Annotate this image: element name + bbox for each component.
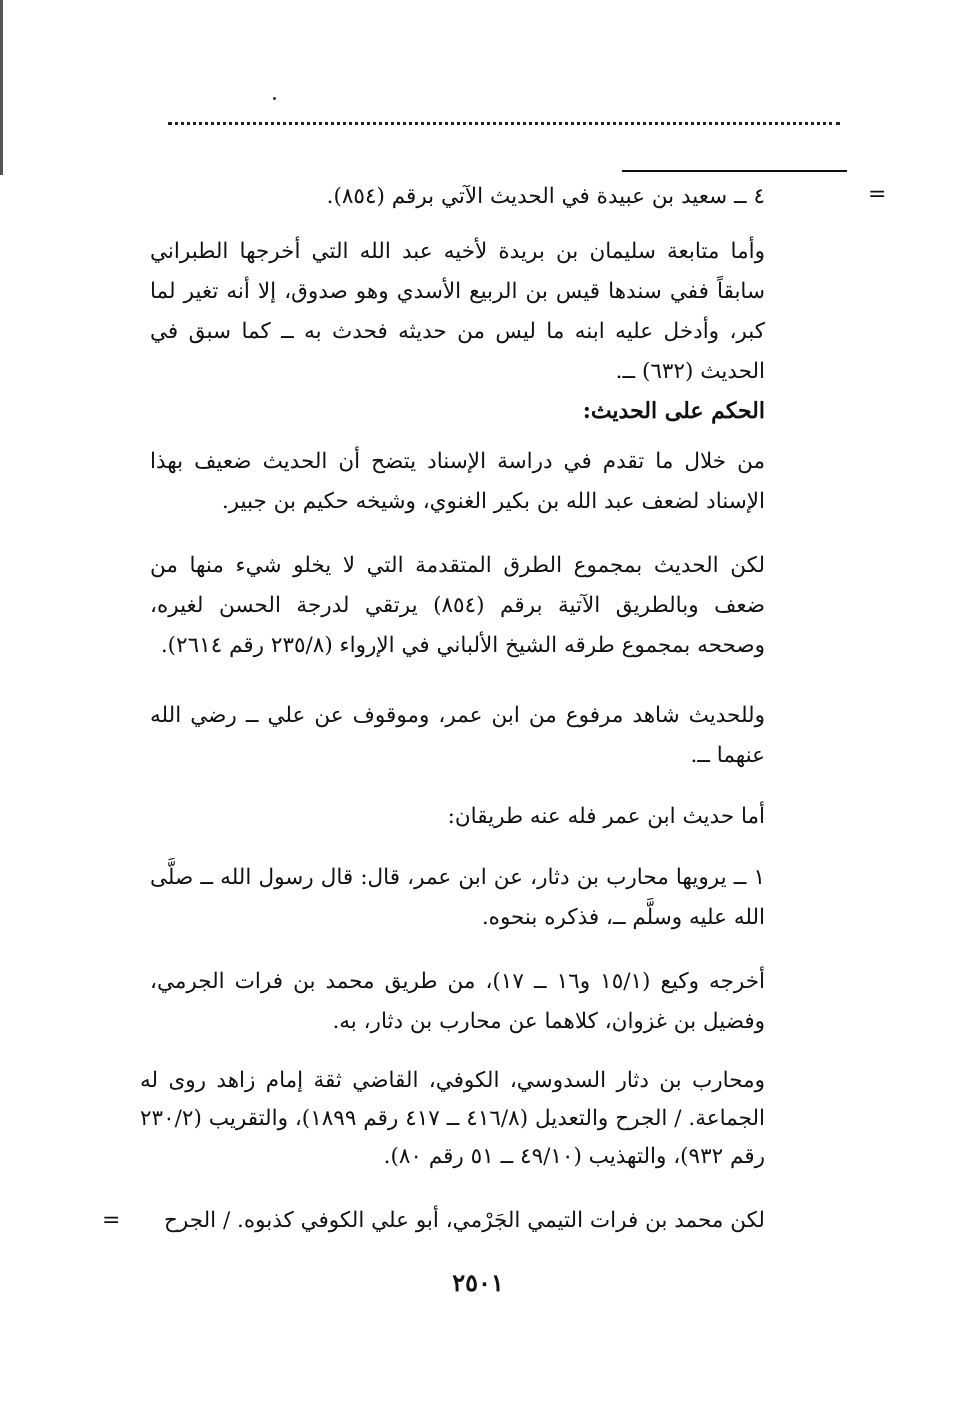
paragraph-7 xyxy=(150,962,765,1042)
paragraph-6 xyxy=(150,858,765,938)
dotted-separator xyxy=(168,122,840,125)
footnote-item-text: ٤ ــ سعيد بن عبيدة في الحديث الآتي برقم (٨٥٤). xyxy=(326,184,765,209)
paragraph-9-text: لكن محمد بن فرات التيمي الجَرْمي، أبو علي الكوفي كذبوه. / الجرح xyxy=(163,1208,765,1233)
paragraph-3-text: لكن الحديث بمجموع الطرق المتقدمة التي لا يخلو شيء منها من ضعف وبالطريق الآتية برقم (٨٥٤) يرتقي لدرجة الحسن لغيره، وصححه بمجموع طرقه الشيخ الألباني في الإرواء (٢٣٥/٨ رقم ٢٦١٤). xyxy=(150,553,765,658)
scan-edge-line xyxy=(0,0,3,175)
paragraph-2 xyxy=(150,442,765,522)
paragraph-6-text: ١ ــ يرويها محارب بن دثار، عن ابن عمر، قال: قال رسول الله ــ صلَّى الله عليه وسلَّم ــ، فذكره بنحوه. xyxy=(150,865,765,930)
footnote-item-4 xyxy=(320,180,765,214)
section-heading: الحكم على الحديث: xyxy=(582,398,765,424)
paragraph-2-text: من خلال ما تقدم في دراسة الإسناد يتضح أن الحديث ضعيف بهذا الإسناد لضعف عبد الله بن بكير الغنوي، وشيخه حكيم بن جبير. xyxy=(150,449,765,514)
continuation-mark-top: = xyxy=(868,182,887,207)
paragraph-4-text: وللحديث شاهد مرفوع من ابن عمر، وموقوف عن علي ــ رضي الله عنهما ــ. xyxy=(150,703,765,768)
paragraph-1-text: وأما متابعة سليمان بن بريدة لأخيه عبد الله التي أخرجها الطبراني سابقاً ففي سندها قيس بن الربيع الأسدي وهو صدوق، إلا أنه تغير لما كبر، وأدخل عليه ابنه ما ليس من حديثه فحدث به ــ كما سبق في الحديث (٦٣٢) ــ. xyxy=(150,239,765,384)
paragraph-4 xyxy=(150,696,765,776)
paragraph-8 xyxy=(140,1062,765,1176)
paragraph-3 xyxy=(150,546,765,666)
paragraph-5-text: أما حديث ابن عمر فله عنه طريقان: xyxy=(447,804,765,829)
paragraph-7-text: أخرجه وكيع (١٥/١ و١٦ ــ ١٧)، من طريق محمد بن فرات الجرمي، وفضيل بن غزوان، كلاهما عن محارب بن دثار، به. xyxy=(150,969,765,1034)
paragraph-9 xyxy=(140,1204,765,1238)
page-number: ٢٥٠١ xyxy=(452,1268,504,1297)
continuation-mark-bottom: = xyxy=(102,1208,121,1233)
paragraph-8-text: ومحارب بن دثار السدوسي، الكوفي، القاضي ثقة إمام زاهد روى له الجماعة. / الجرح والتعديل (٤١٦/٨ ــ ٤١٧ رقم ١٨٩٩)، والتقريب (٢٣٠/٢ رقم ٩٣٢)، والتهذيب (٤٩/١٠ ــ ٥١ رقم ٨٠). xyxy=(140,1068,765,1169)
paragraph-5 xyxy=(400,800,765,834)
scan-speck xyxy=(273,97,276,100)
paragraph-1 xyxy=(150,232,765,392)
footnote-separator xyxy=(622,170,847,172)
